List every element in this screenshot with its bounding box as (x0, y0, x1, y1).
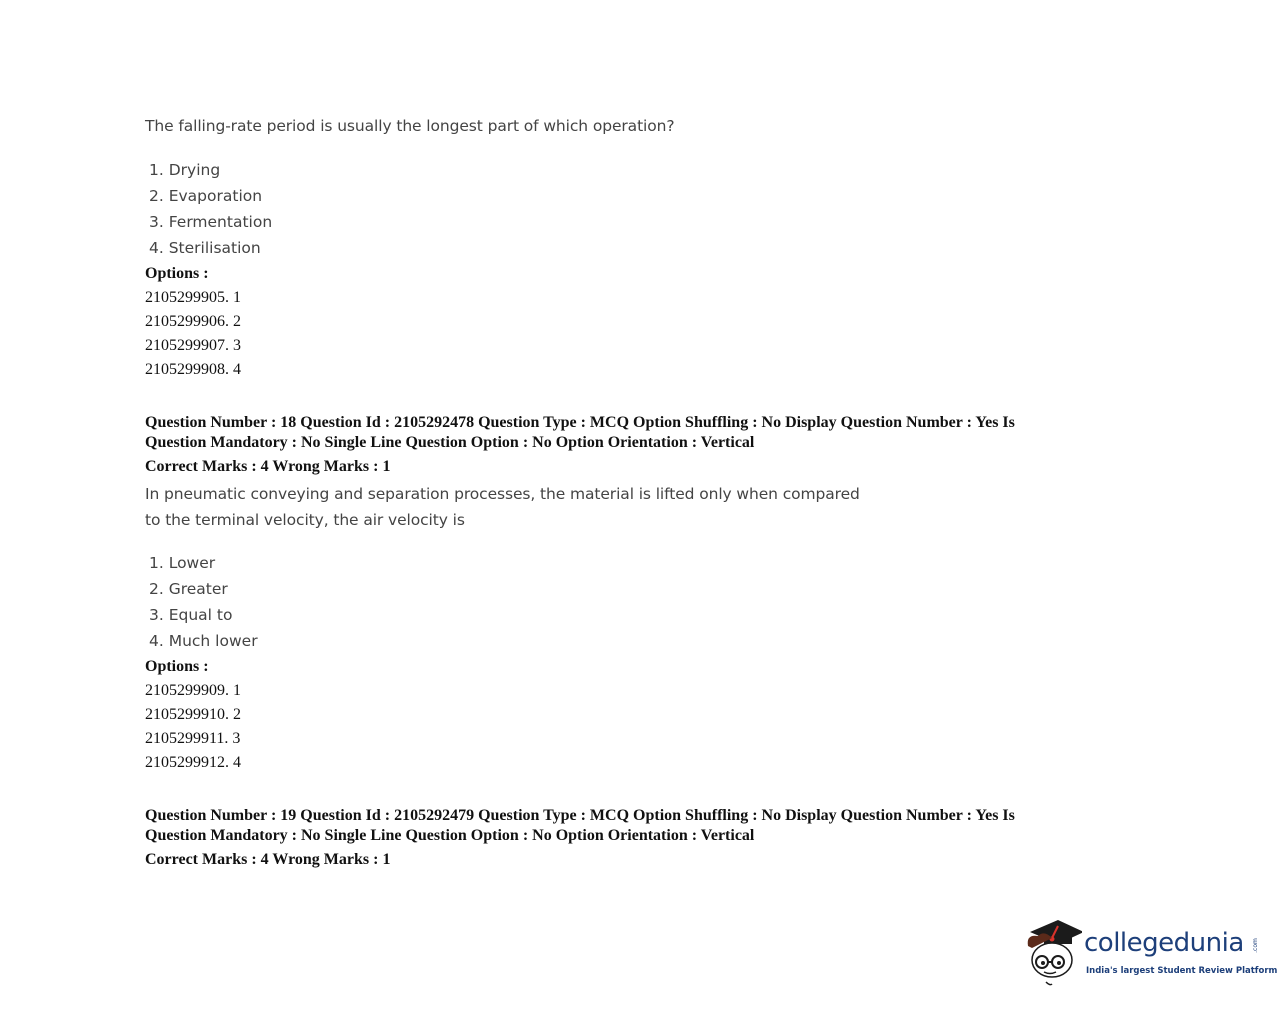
choice-item: 3. Fermentation (149, 213, 273, 231)
option-id: 2105299907. 3 (145, 337, 241, 354)
question-meta: Question Number : 18 Question Id : 2105292478 Question Type : MCQ Option Shuffling : No Display Question Number : Yes Is (145, 414, 1015, 431)
choice-item: 2. Evaporation (149, 187, 263, 205)
logo-tagline: India's largest Student Review Platform (1086, 966, 1278, 976)
option-id: 2105299908. 4 (145, 361, 241, 378)
option-id: 2105299906. 2 (145, 313, 241, 330)
logo-domain: .com (1251, 938, 1259, 953)
option-id: 2105299905. 1 (145, 289, 241, 306)
option-id: 2105299909. 1 (145, 682, 241, 699)
question-text: to the terminal velocity, the air velocity is (145, 511, 465, 529)
option-id: 2105299911. 3 (145, 730, 241, 747)
option-id: 2105299910. 2 (145, 706, 241, 723)
options-heading: Options : (145, 658, 209, 675)
question-text: In pneumatic conveying and separation processes, the material is lifted only when compared (145, 485, 860, 503)
marks-line: Correct Marks : 4 Wrong Marks : 1 (145, 851, 391, 868)
options-heading: Options : (145, 265, 209, 282)
question-text: The falling-rate period is usually the longest part of which operation? (145, 117, 675, 135)
choice-item: 4. Sterilisation (149, 239, 261, 257)
question-meta: Question Number : 19 Question Id : 2105292479 Question Type : MCQ Option Shuffling : No Display Question Number : Yes Is (145, 807, 1015, 824)
collegedunia-logo (1022, 916, 1278, 990)
question-meta: Question Mandatory : No Single Line Question Option : No Option Orientation : Vertical (145, 827, 755, 844)
choice-item: 2. Greater (149, 580, 228, 598)
mascot-icon (1022, 916, 1082, 990)
question-meta: Question Mandatory : No Single Line Question Option : No Option Orientation : Vertical (145, 434, 755, 451)
option-id: 2105299912. 4 (145, 754, 241, 771)
choice-item: 1. Lower (149, 554, 216, 572)
marks-line: Correct Marks : 4 Wrong Marks : 1 (145, 458, 391, 475)
logo-wordmark: collegedunia (1084, 928, 1244, 958)
choice-item: 3. Equal to (149, 606, 233, 624)
choice-item: 4. Much lower (149, 632, 258, 650)
choice-item: 1. Drying (149, 161, 221, 179)
